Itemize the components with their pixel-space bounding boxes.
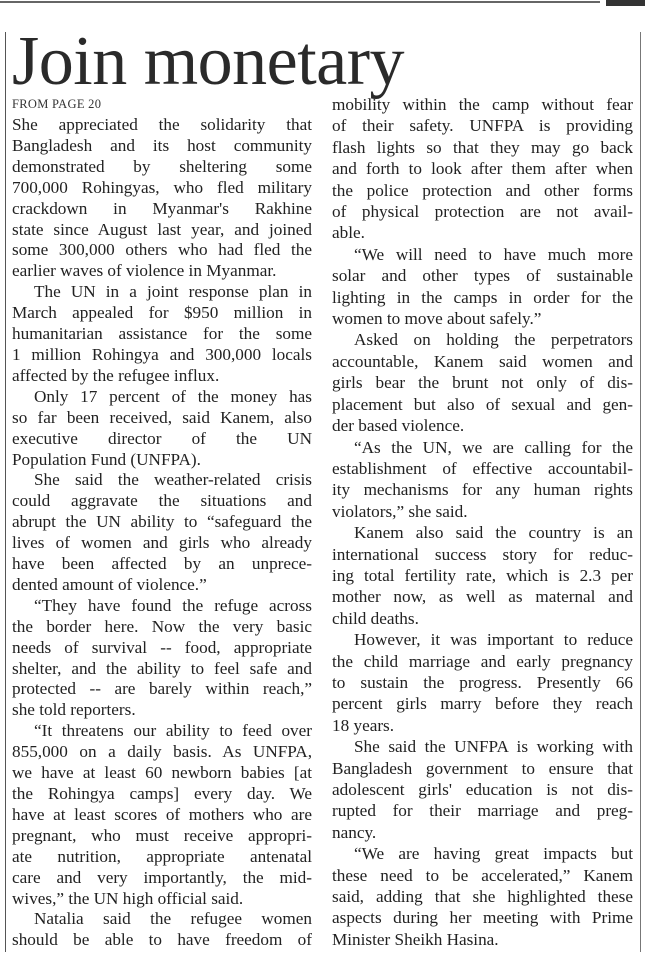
text-line: Bangladesh and its host community [12, 135, 312, 155]
text-line: mobility within the camp without fear [332, 95, 633, 114]
text-line: “We are having great impacts but [354, 844, 633, 864]
text-line: violators,” she said. [332, 501, 468, 521]
text-line: mother now, as well as maternal and [332, 587, 633, 607]
text-line: have been affected by an unprece- [12, 554, 312, 574]
paragraph [332, 629, 633, 736]
paragraph [332, 843, 633, 950]
text-line: der based violence. [332, 416, 465, 436]
text-line: pregnant, who must receive appropri- [12, 825, 312, 845]
column-border-right [640, 32, 641, 952]
text-line: lives of women and girls who already [12, 533, 312, 553]
text-line: 700,000 Rohingyas, who fled military [12, 177, 312, 197]
text-line: child deaths. [332, 608, 419, 628]
text-line: ing total fertility rate, which is 2.3 per [332, 565, 633, 585]
text-line: shelter, and the ability to feel safe and [12, 658, 312, 678]
text-line: affected by the refugee influx. [12, 365, 220, 385]
paragraph [12, 387, 312, 471]
text-line: She appreciated the solidarity that [12, 115, 312, 134]
text-line: of their safety. UNFPA is providing [332, 116, 633, 136]
text-line: 1 million Rohingya and 300,000 locals [12, 344, 312, 364]
text-line: 855,000 on a daily basis. As UNFPA, [12, 742, 312, 762]
text-line: Population Fund (UNFPA). [12, 449, 201, 469]
paragraph [12, 721, 312, 909]
text-line: establishment of effective accountabil- [332, 458, 633, 478]
text-line: accountable, Kanem said women and [332, 351, 633, 371]
text-line: have at least scores of mothers who are [12, 804, 312, 824]
text-line: She said the UNFPA is working with [354, 737, 633, 757]
text-line: some 300,000 others who had fled the [12, 240, 312, 260]
paragraph [332, 94, 633, 244]
text-line: girls bear the brunt not only of dis- [332, 373, 633, 393]
text-line: “As the UN, we are calling for the [354, 437, 633, 457]
paragraph [12, 115, 312, 282]
paragraph [332, 522, 633, 629]
text-line: crackdown in Myanmar's Rakhine [12, 198, 312, 218]
text-line: earlier waves of violence in Myanmar. [12, 261, 277, 281]
article-column-left [12, 115, 312, 951]
text-line: Natalia said the refugee women [34, 909, 312, 929]
paragraph [332, 244, 633, 330]
paragraph [332, 736, 633, 843]
paragraph [12, 909, 312, 951]
text-line: nancy. [332, 822, 377, 842]
text-line: she told reporters. [12, 700, 136, 720]
text-line: Asked on holding the perpetrators [354, 330, 633, 350]
top-rule [0, 1, 600, 3]
text-line: state since August last year, and joined [12, 219, 312, 239]
text-line: “They have found the refuge across [34, 595, 312, 615]
text-line: Bangladesh government to ensure that [332, 758, 633, 778]
text-line: placement but also of sexual and gen- [332, 394, 633, 414]
text-line: “It threatens our ability to feed over [34, 721, 312, 741]
text-line: March appealed for $950 million in [12, 303, 312, 323]
text-line: care and very importantly, the mid- [12, 867, 312, 887]
text-line: flash lights so that they may go back [332, 137, 633, 157]
article-column-right [332, 94, 633, 950]
paragraph [332, 437, 633, 523]
text-line: executive director of the UN [12, 428, 312, 448]
text-line: rupted for their marriage and preg- [332, 801, 633, 821]
text-line: Only 17 percent of the money has [34, 386, 312, 406]
text-line: abrupt the UN ability to “safeguard the [12, 512, 312, 532]
text-line: the Rohingya camps] every day. We [12, 784, 312, 803]
text-line: could aggravate the situations and [12, 491, 312, 511]
text-line: aspects during her meeting with Prime [332, 908, 633, 928]
text-line: we have at least 60 newborn babies [at [12, 763, 312, 783]
text-line: “We will need to have much more [354, 244, 633, 264]
text-line: the police protection and other forms [332, 180, 633, 200]
text-line: international success story for reduc- [332, 544, 633, 564]
text-line: of physical protection are not avail- [332, 202, 633, 222]
text-line: solar and other types of sustainable [332, 266, 633, 286]
text-line: She said the weather-related crisis [34, 470, 312, 490]
column-border-left [5, 32, 6, 952]
text-line: should be able to have freedom of [12, 930, 312, 950]
text-line: dented amount of violence.” [12, 574, 207, 594]
text-line: the child marriage and early pregnancy [332, 651, 633, 671]
text-line: 18 years. [332, 715, 395, 735]
text-line: Kanem also said the country is an [354, 523, 633, 543]
text-line: said, adding that she highlighted these [332, 887, 633, 907]
text-line: so far been received, said Kanem, also [12, 407, 312, 427]
text-line: wives,” the UN high official said. [12, 888, 244, 908]
paragraph [12, 282, 312, 387]
paragraph [332, 329, 633, 436]
text-line: lighting in the camps in order for the [332, 287, 633, 307]
text-line: The UN in a joint response plan in [34, 282, 312, 302]
text-line: to sustain the progress. Presently 66 [332, 672, 633, 692]
text-line: However, it was important to reduce [354, 630, 633, 650]
paragraph [12, 470, 312, 595]
text-line: adolescent girls' education is not dis- [332, 780, 633, 799]
text-line: the border here. Now the very basic [12, 616, 312, 636]
text-line: and forth to look after them after when [332, 159, 633, 179]
text-line: able. [332, 223, 365, 243]
continued-from-label: FROM PAGE 20 [12, 97, 102, 111]
paragraph [12, 596, 312, 721]
text-line: ate nutrition, appropriate antenatal [12, 846, 312, 866]
text-line: humanitarian assistance for the some [12, 324, 312, 344]
text-line: needs of survival -- food, appropriate [12, 637, 312, 657]
text-line: ity mechanisms for any human rights [332, 480, 633, 500]
page-number-block [606, 0, 645, 6]
text-line: demonstrated by sheltering some [12, 156, 312, 176]
headline: Join monetary [12, 23, 405, 100]
text-line: these need to be accelerated,” Kanem [332, 865, 633, 885]
text-line: women to move about safely.” [332, 309, 542, 329]
text-line: percent girls marry before they reach [332, 694, 633, 714]
text-line: protected -- are barely within reach,” [12, 679, 312, 699]
text-line: Minister Sheikh Hasina. [332, 929, 499, 949]
